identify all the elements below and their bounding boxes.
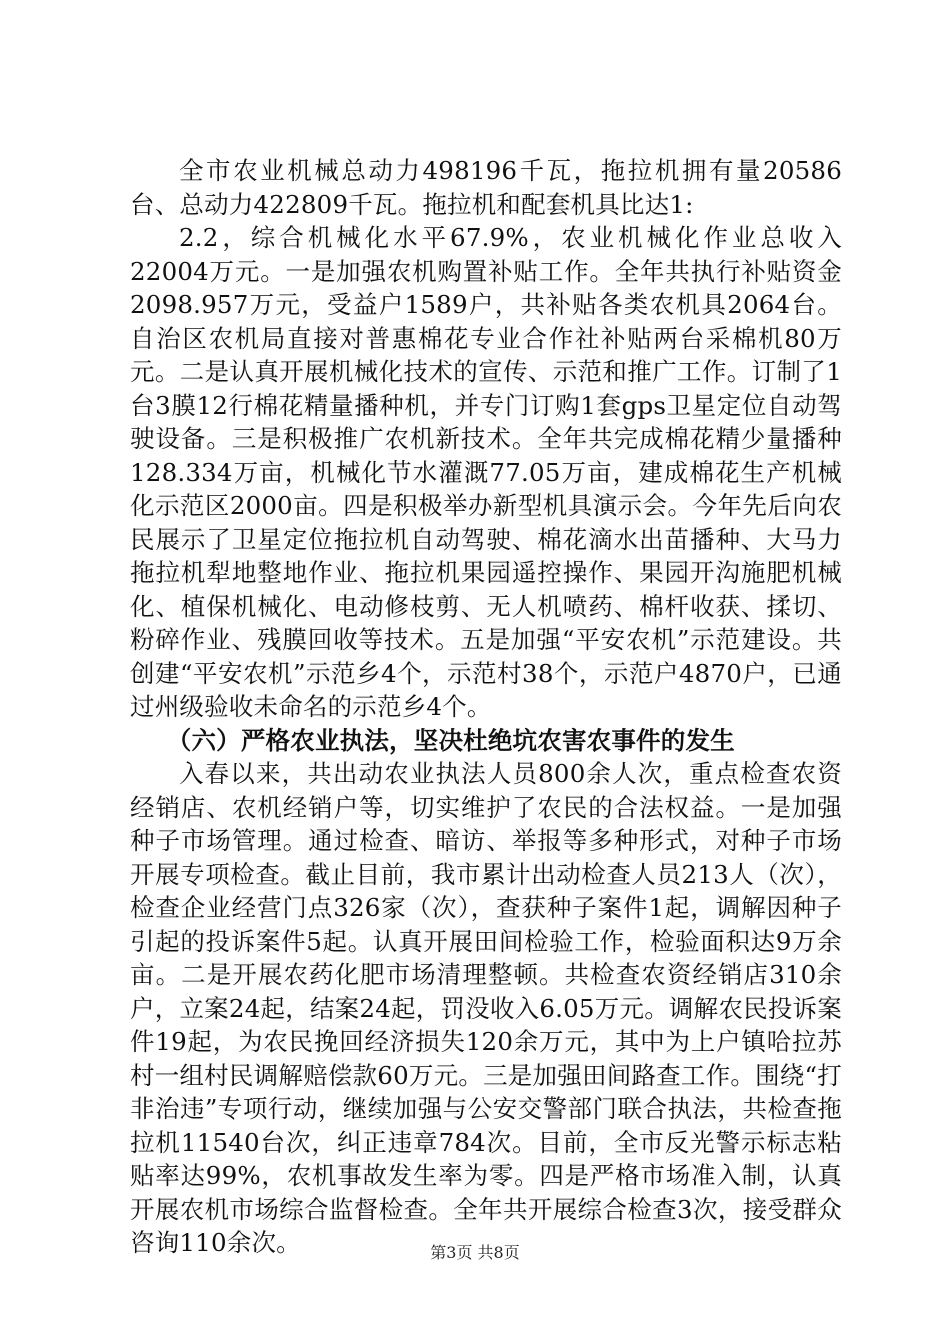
section-heading-law-enforcement: （六）严格农业执法，坚决杜绝坑农害农事件的发生 — [166, 725, 735, 755]
page-number-label: 第3页 共8页 — [430, 1243, 520, 1262]
page-footer — [0, 1243, 950, 1263]
document-body — [130, 154, 842, 1260]
paragraph-law-enforcement: 入春以来，共出动农业执法人员800余人次，重点检查农资经销店、农机经销户等，切实维护了农民的合法权益。一是加强种子市场管理。通过检查、暗访、举报等多种形式，对种子市场开展专项检查。截止目前，我市累计出动检查人员213人（次），检查企业经营门点326家（次），查获种子案件1起，调解因种子引起的投诉案件5起。认真开展田间检验工作，检验面积达9万余亩。二是开展农药化肥市场清理整顿。共检查农资经销店310余户，立案24起，结案24起，罚没收入6.05万元。调解农民投诉案件19起，为农民挽回经济损失120余万元，其中为上户镇哈拉苏村一组村民调解赔偿款60万元。三是加强田间路查工作。围绕“打非治违”专项行动，继续加强与公安交警部门联合执法，共检查拖拉机11540台次，纠正违章784次。目前，全市反光警示标志粘贴率达99%，农机事故发生率为零。四是严格市场准入制，认真开展农机市场综合监督检查。全年共开展综合检查3次，接受群众咨询110余次。 — [130, 759, 842, 1257]
paragraph-mechanization-work: 2.2，综合机械化水平67.9%，农业机械化作业总收入22004万元。一是加强农机购置补贴工作。全年共执行补贴资金2098.957万元，受益户1589户，共补贴各类农机具2064台。自治区农机局直接对普惠棉花专业合作社补贴两台采棉机80万元。二是认真开展机械化技术的宣传、示范和推广工作。订制了1台3膜12行棉花精量播种机，并专门订购1套gps卫星定位自动驾驶设备。三是积极推广农机新技术。全年共完成棉花精少量播种128.334万亩，机械化节水灌溉77.05万亩，建成棉花生产机械化示范区2000亩。四是积极举办新型机具演示会。今年先后向农民展示了卫星定位拖拉机自动驾驶、棉花滴水出苗播种、大马力拖拉机犁地整地作业、拖拉机果园遥控操作、果园开沟施肥机械化、植保机械化、电动修枝剪、无人机喷药、棉杆收获、揉切、粉碎作业、残膜回收等技术。五是加强“平安农机”示范建设。共创建“平安农机”示范乡4个，示范村38个，示范户4870户，已通过州级验收未命名的示范乡4个。 — [130, 223, 842, 721]
paragraph-machinery-power: 全市农业机械总动力498196千瓦，拖拉机拥有量20586台、总动力422809千瓦。拖拉机和配套机具比达1: — [130, 156, 842, 219]
